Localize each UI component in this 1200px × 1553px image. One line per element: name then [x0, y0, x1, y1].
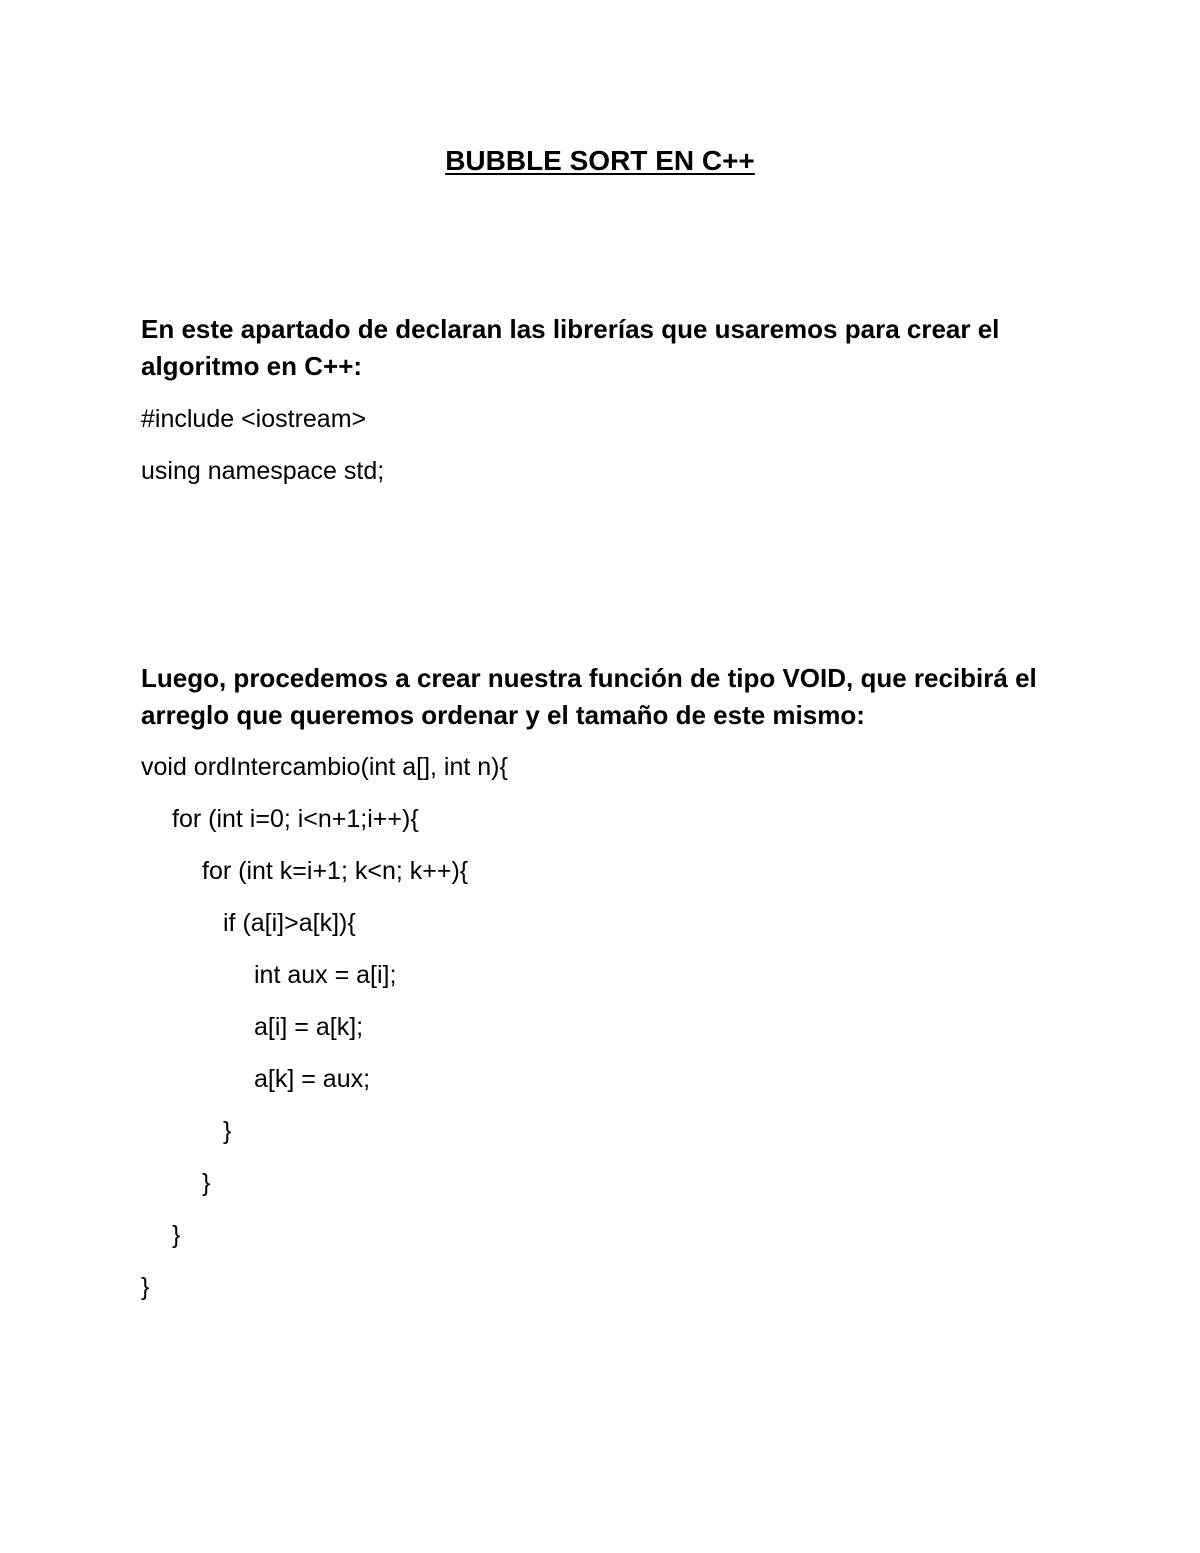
- code-line: }: [172, 1221, 181, 1249]
- code-line: using namespace std;: [141, 457, 385, 485]
- document-title: BUBBLE SORT EN C++: [445, 145, 755, 176]
- code-line: }: [141, 1273, 150, 1301]
- section-1-paragraph: En este apartado de declaran las librerías que usaremos para crear el algoritmo en C++:: [141, 314, 1000, 381]
- code-line: void ordIntercambio(int a[], int n){: [141, 753, 508, 781]
- code-line: for (int k=i+1; k<n; k++){: [202, 857, 469, 885]
- code-line: for (int i=0; i<n+1;i++){: [172, 805, 419, 833]
- code-line: if (a[i]>a[k]){: [223, 909, 356, 937]
- code-line: }: [223, 1117, 232, 1145]
- code-line: #include <iostream>: [141, 405, 367, 433]
- code-line: a[i] = a[k];: [254, 1013, 364, 1041]
- code-line: a[k] = aux;: [254, 1065, 371, 1093]
- section-2-paragraph: Luego, procedemos a crear nuestra función de tipo VOID, que recibirá el arreglo que queremos ordenar y el tamaño de este mismo:: [141, 663, 1037, 730]
- code-line: }: [202, 1169, 211, 1197]
- code-line: int aux = a[i];: [254, 961, 397, 989]
